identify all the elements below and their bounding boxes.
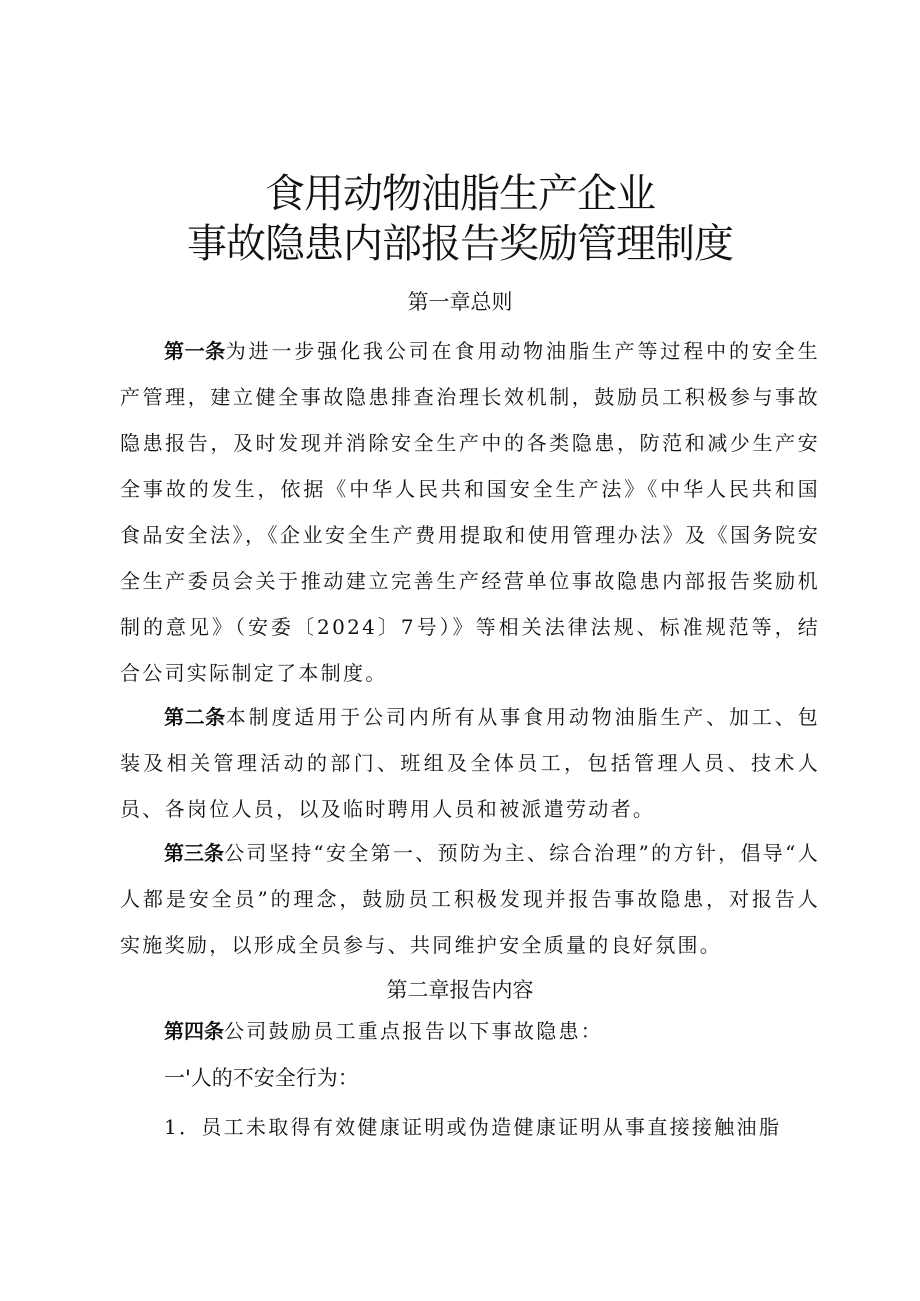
chapter-2-heading: 第二章报告内容 [386, 978, 534, 1002]
article-2-text: 本制度适用于公司内所有从事食用动物油脂生产、加工、包装及相关管理活动的部门、班组及全体员工，包括管理人员、技术人员、各岗位人员，以及临时聘用人员和被派遣劳动者。 [120, 705, 820, 821]
article-2-label: 第二条 [164, 705, 226, 729]
article-4 [120, 1008, 820, 1054]
article-1-label: 第一条 [164, 339, 226, 363]
article-4-text: 公司鼓励员工重点报告以下事故隐患： [224, 1019, 604, 1043]
article-4-label: 第四条 [164, 1019, 224, 1043]
article-1 [120, 328, 820, 696]
article-3 [120, 830, 820, 968]
document-title-line-1: 食用动物油脂生产企业 [265, 171, 655, 217]
article-2 [120, 694, 820, 832]
section-heading-unsafe-behavior: 一'人的不安全行为： [164, 1066, 359, 1090]
chapter-1-heading: 第一章总则 [407, 290, 513, 314]
article-1-text: 为进一步强化我公司在食用动物油脂生产等过程中的安全生产管理，建立健全事故隐患排查治理长效机制，鼓励员工积极参与事故隐患报告，及时发现并消除安全生产中的各类隐患，防范和减少生产安全事故的发生，依据《中华人民共和国安全生产法》《中华人民共和国食品安全法》，《企业安全生产费用提取和使用管理办法》及《国务院安全生产委员会关于推动建立完善生产经营单位事故隐患内部报告奖励机制的意见》（安委〔2024〕7号）》等相关法律法规、标准规范等，结合公司实际制定了本制度。 [120, 339, 820, 685]
list-item-1: 1．员工未取得有效健康证明或伪造健康证明从事直接接触油脂 [164, 1115, 782, 1139]
article-3-label: 第三条 [164, 841, 225, 865]
document-title-line-2: 事故隐患内部报告奖励管理制度 [187, 221, 733, 267]
article-3-text: 公司坚持“安全第一、预防为主、综合治理”的方针，倡导“人人都是安全员”的理念，鼓励员工积极发现并报告事故隐患，对报告人实施奖励，以形成全员参与、共同维护安全质量的良好氛围。 [120, 841, 820, 957]
